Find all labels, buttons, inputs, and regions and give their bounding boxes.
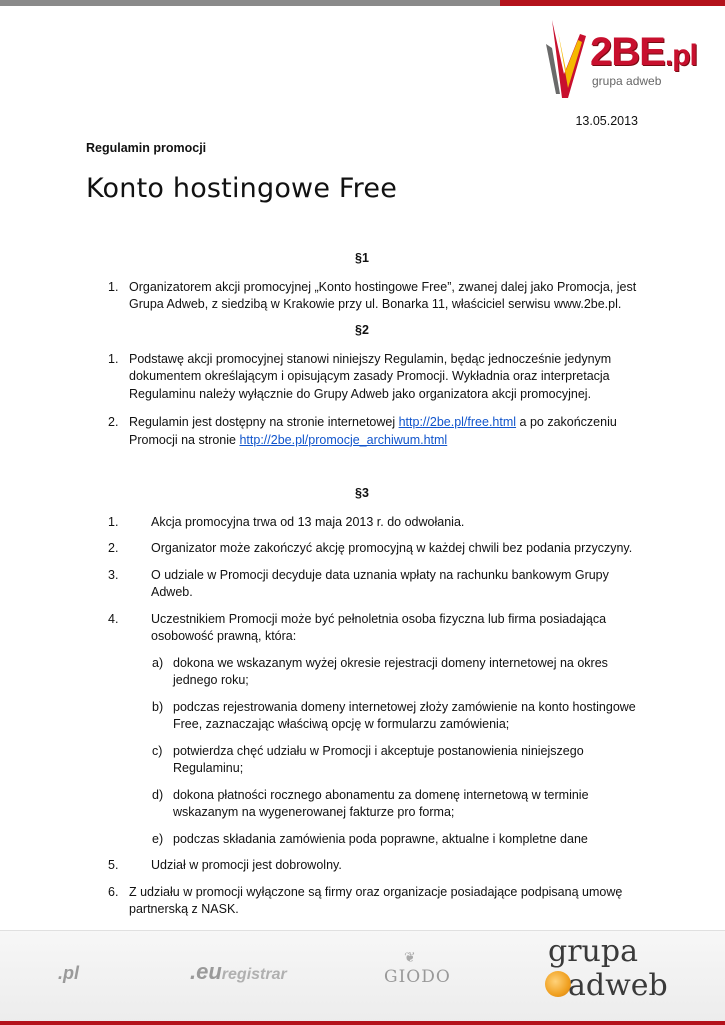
list-item: 1. Akcja promocyjna trwa od 13 maja 2013 r. do odwołania. — [108, 514, 465, 529]
list-item: 1. Organizatorem akcji promocyjnej „Konto hostingowe Free”, zwanej dalej jako Promocja, jest Grupa Adweb, z siedzibą w Krakowie przy ul. Bonarka 11, właściciel serwisu www.2be.pl. — [108, 279, 637, 311]
list-item: 2. Organizator może zakończyć akcję promocyjną w każdej chwili bez podania przyczyny. — [108, 541, 633, 555]
giodo-emblem-icon: ❦ — [404, 949, 416, 965]
list-item: 3. O udziale w Promocji decyduje data uznania wpłaty na rachunku bankowym Grupy Adweb. — [108, 567, 609, 599]
section-heading: §1 — [355, 251, 369, 265]
dot-pl-logo: .pl — [58, 963, 79, 983]
document-date: 13.05.2013 — [575, 114, 638, 128]
sub-list-item: e) podczas składania zamówienia poda poprawne, aktualne i kompletne dane — [152, 831, 588, 846]
eu-registrar-logo: .euregistrar — [190, 959, 287, 984]
section-2 — [86, 322, 638, 449]
grupa-adweb-logo-top: grupa — [548, 934, 638, 969]
top-bar-red — [500, 0, 725, 6]
top-accent-bar — [0, 0, 725, 6]
footer-red-line — [0, 1021, 725, 1025]
section-heading: §3 — [355, 486, 369, 500]
logo-brand: 2BE.pl — [590, 30, 697, 74]
top-bar-gray — [0, 0, 500, 6]
sub-list-item: a) dokona we wskazanym wyżej okresie rejestracji domeny internetowej na okres jednego roku; — [152, 655, 608, 687]
sub-list-item: c) potwierdza chęć udziału w Promocji i akceptuje postanowienia niniejszego Regulaminu; — [152, 743, 584, 775]
list-item: 1. Podstawę akcji promocyjnej stanowi niniejszy Regulamin, będąc jednocześnie jedynym dokumentem określającym i opisującym zasady Promocji. Wykładnia oraz interpretacja Regulaminu należy wyłącznie do Grupy Adweb jako organizatora akcji promocyjnej. — [108, 351, 612, 401]
section-3 — [86, 485, 638, 919]
giodo-logo: GIODO — [384, 967, 451, 987]
archive-page-link[interactable]: http://2be.pl/promocje_archiwum.html — [239, 432, 448, 447]
grupa-adweb-logo-bottom: adweb — [568, 968, 668, 1003]
footer-partners — [0, 930, 725, 1025]
sub-list-item: b) podczas rejestrowania domeny internetowej złoży zamówienie na konto hostingowe Free, zaznaczając właściwą opcję w formularzu zamówienia; — [152, 699, 636, 731]
document-title: Konto hostingowe Free — [86, 173, 398, 204]
logo-tagline: grupa adweb — [592, 74, 662, 88]
list-item: 5. Udział w promocji jest dobrowolny. — [108, 858, 342, 872]
list-item: 2. Regulamin jest dostępny na stronie internetowej http://2be.pl/free.html a po zakończeniu Promocji na stronie http://2be.pl/promocje_archiwum.html — [108, 415, 617, 447]
section-1 — [86, 250, 638, 314]
section-heading: §2 — [355, 323, 369, 337]
document-kicker: Regulamin promocji — [86, 141, 207, 155]
free-page-link[interactable]: http://2be.pl/free.html — [398, 415, 517, 429]
list-item: 6. Z udziału w promocji wyłączone są firmy oraz organizacje posiadające podpisaną umowę partnerską z NASK. — [108, 884, 623, 916]
list-item: 4. Uczestnikiem Promocji może być pełnoletnia osoba fizyczna lub firma posiadająca osobowość prawną, która: — [108, 611, 607, 643]
sub-list-item: d) dokona płatności rocznego abonamentu za domenę internetową w terminie wskazanym na wygenerowanej fakturze pro forma; — [152, 787, 589, 819]
2be-logo — [540, 14, 705, 104]
